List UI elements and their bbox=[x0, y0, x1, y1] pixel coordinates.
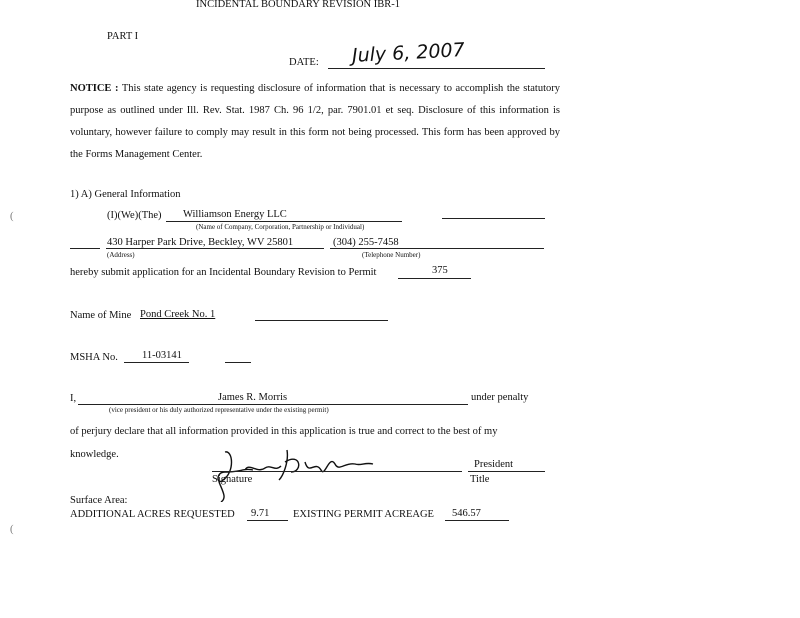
msha-line-extra bbox=[225, 362, 251, 363]
applicant-line bbox=[166, 221, 402, 222]
phone-caption: (Telephone Number) bbox=[362, 251, 421, 259]
signature-label: Signature bbox=[212, 474, 253, 485]
date-label: DATE: bbox=[289, 57, 319, 68]
date-value: July 6, 2007 bbox=[351, 39, 466, 67]
declaration-prefix: I, bbox=[70, 393, 77, 404]
title-value: President bbox=[474, 459, 514, 470]
form-title: INCIDENTAL BOUNDARY REVISION IBR-1 bbox=[196, 0, 400, 10]
declaration-name-line bbox=[78, 404, 468, 405]
address-caption: (Address) bbox=[107, 251, 135, 259]
address-line bbox=[106, 248, 324, 249]
existing-acreage-value: 546.57 bbox=[452, 508, 481, 519]
date-line bbox=[328, 68, 545, 69]
msha-line bbox=[124, 362, 189, 363]
phone-value: (304) 255-7458 bbox=[333, 237, 399, 248]
applicant-line-extra bbox=[442, 218, 545, 219]
scan-mark-left-upper: ( bbox=[10, 211, 14, 222]
existing-acreage-line bbox=[445, 520, 509, 521]
general-info-heading: 1) A) General Information bbox=[70, 189, 181, 200]
submit-text: hereby submit application for an Incidental Boundary Revision to Permit bbox=[70, 267, 377, 278]
signature-image bbox=[205, 442, 385, 502]
mine-value: Pond Creek No. 1 bbox=[140, 309, 216, 320]
title-line bbox=[468, 471, 545, 472]
mine-label: Name of Mine bbox=[70, 310, 132, 321]
scan-mark-left-lower: ( bbox=[10, 524, 14, 535]
declaration-caption: (vice president or his duly authorized representative under the existing permit) bbox=[109, 406, 329, 414]
part-label: PART I bbox=[107, 31, 139, 42]
declaration-suffix: under penalty bbox=[471, 392, 529, 403]
declaration-text: of perjury declare that all information provided in this application is true and correct to the best of my knowledge. bbox=[70, 426, 498, 460]
applicant-name: Williamson Energy LLC bbox=[183, 209, 287, 220]
permit-number: 375 bbox=[432, 265, 448, 276]
msha-label: MSHA No. bbox=[70, 352, 118, 363]
existing-acreage-label: EXISTING PERMIT ACREAGE bbox=[293, 509, 434, 520]
additional-acres-line bbox=[247, 520, 288, 521]
surface-label: Surface Area: bbox=[70, 495, 128, 506]
applicant-caption: (Name of Company, Corporation, Partnership or Individual) bbox=[196, 223, 365, 231]
declaration-name: James R. Morris bbox=[218, 392, 288, 403]
address-value: 430 Harper Park Drive, Beckley, WV 25801 bbox=[107, 237, 294, 248]
additional-acres-value: 9.71 bbox=[251, 508, 270, 519]
notice-label: NOTICE : bbox=[70, 83, 119, 94]
title-label: Title bbox=[470, 474, 490, 485]
notice-paragraph bbox=[70, 78, 560, 166]
notice-text: This state agency is requesting disclosure of information that is necessary to accomplish the statutory purpose as outlined under Ill. Rev. Stat. 1987 Ch. 96 1/2, par. 7901.01 et seq. Disclosure of this information is voluntary, however failure to comply may result in this form not being processed. This form has been approved by the Forms Management Center. bbox=[70, 83, 560, 160]
address-line-lead bbox=[70, 248, 100, 249]
applicant-prefix: (I)(We)(The) bbox=[107, 210, 162, 221]
additional-acres-label: ADDITIONAL ACRES REQUESTED bbox=[70, 509, 235, 520]
mine-line bbox=[255, 320, 388, 321]
permit-line bbox=[398, 278, 471, 279]
msha-value: 11-03141 bbox=[142, 350, 182, 361]
signature-line bbox=[212, 471, 462, 472]
phone-line bbox=[330, 248, 544, 249]
